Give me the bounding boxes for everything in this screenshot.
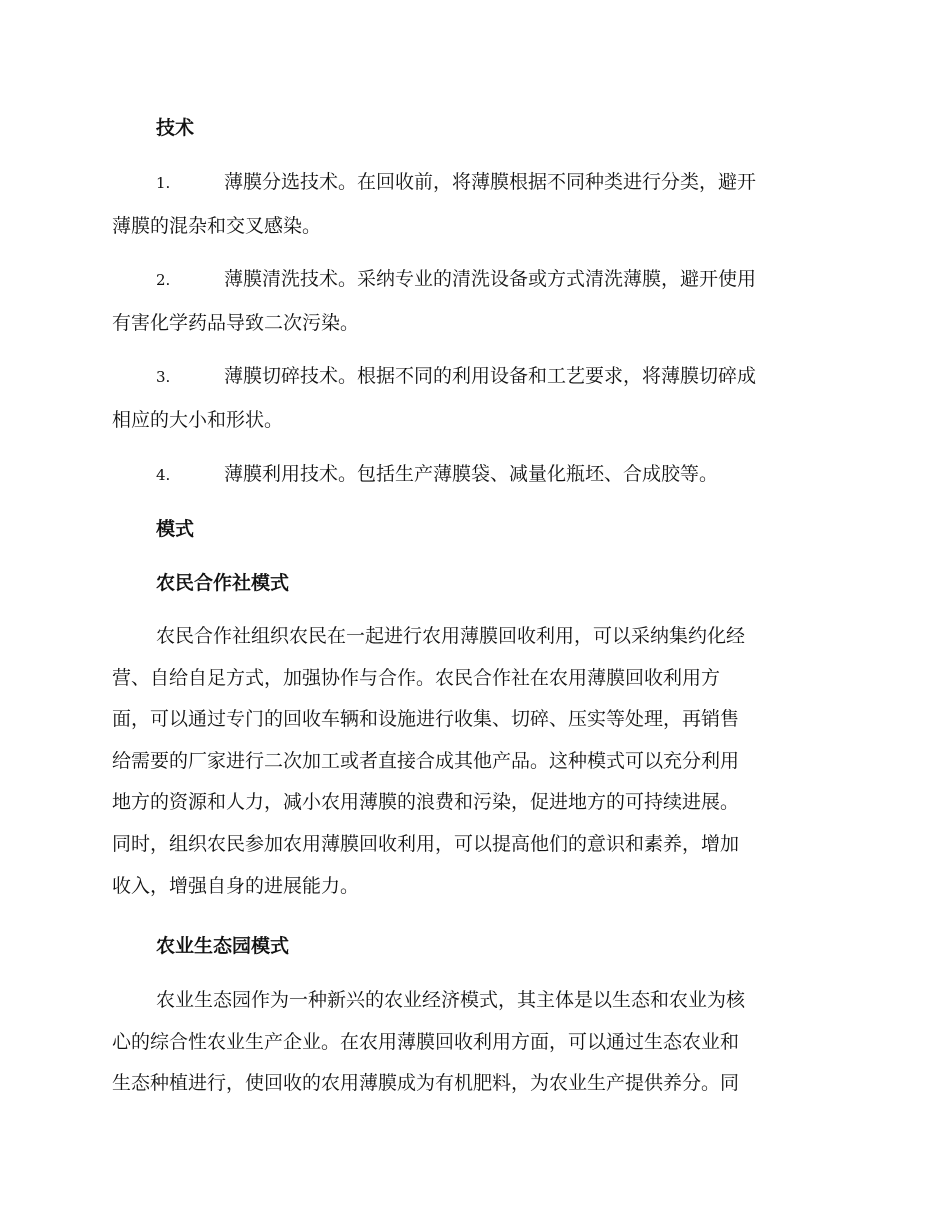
heading-tech: 技术 <box>156 117 195 139</box>
item-line: 有害化学药品导致二次污染。 <box>112 312 360 334</box>
tech-item-2 <box>112 257 832 345</box>
paragraph-line: 同时，组织农民参加农用薄膜回收利用，可以提高他们的意识和素养，增加 <box>112 832 740 855</box>
paragraph-line: 给需要的厂家进行二次加工或者直接合成其他产品。这种模式可以充分利用 <box>112 749 740 772</box>
tech-item-1 <box>112 160 832 248</box>
paragraph-line: 收入，增强自身的进展能力。 <box>112 874 360 897</box>
item-number: 4. <box>156 466 171 484</box>
item-number: 1. <box>156 174 171 192</box>
heading-coop-mode: 农民合作社模式 <box>156 572 290 594</box>
paragraph-line: 农民合作社组织农民在一起进行农用薄膜回收利用，可以采纳集约化经 <box>156 625 746 647</box>
paragraph-line: 生态种植进行，使回收的农用薄膜成为有机肥料，为农业生产提供养分。同 <box>112 1072 740 1095</box>
paragraph-line: 农业生态园作为一种新兴的农业经济模式，其主体是以生态和农业为核 <box>156 989 746 1011</box>
tech-item-4 <box>112 452 832 496</box>
paragraph-line: 营、自给自足方式，加强协作与合作。农民合作社在农用薄膜回收利用方 <box>112 666 721 689</box>
heading-mode: 模式 <box>156 518 195 540</box>
paragraph-line: 地方的资源和人力，减小农用薄膜的浪费和污染，促进地方的可持续进展。 <box>112 791 740 814</box>
paragraph-line: 心的综合性农业生产企业。在农用薄膜回收利用方面，可以通过生态农业和 <box>112 1030 740 1053</box>
eco-paragraph <box>112 980 832 1105</box>
item-line <box>112 354 832 398</box>
tech-item-3 <box>112 354 832 442</box>
heading-eco-mode: 农业生态园模式 <box>156 935 290 957</box>
item-text: 薄膜切碎技术。根据不同的利用设备和工艺要求，将薄膜切碎成 <box>224 365 757 387</box>
item-number: 2. <box>156 271 171 289</box>
item-line <box>112 160 832 204</box>
item-text: 薄膜利用技术。包括生产薄膜袋、减量化瓶坯、合成胶等。 <box>224 463 719 485</box>
item-line <box>112 257 832 301</box>
item-text: 薄膜清洗技术。采纳专业的清洗设备或方式清洗薄膜，避开使用 <box>224 268 757 290</box>
item-line <box>112 452 832 496</box>
item-line: 相应的大小和形状。 <box>112 409 284 431</box>
item-text: 薄膜分选技术。在回收前，将薄膜根据不同种类进行分类，避开 <box>224 171 757 193</box>
paragraph-line: 面，可以通过专门的回收车辆和设施进行收集、切碎、压实等处理，再销售 <box>112 708 740 731</box>
item-line: 薄膜的混杂和交叉感染。 <box>112 215 322 237</box>
item-number: 3. <box>156 368 171 386</box>
coop-paragraph <box>112 616 832 907</box>
